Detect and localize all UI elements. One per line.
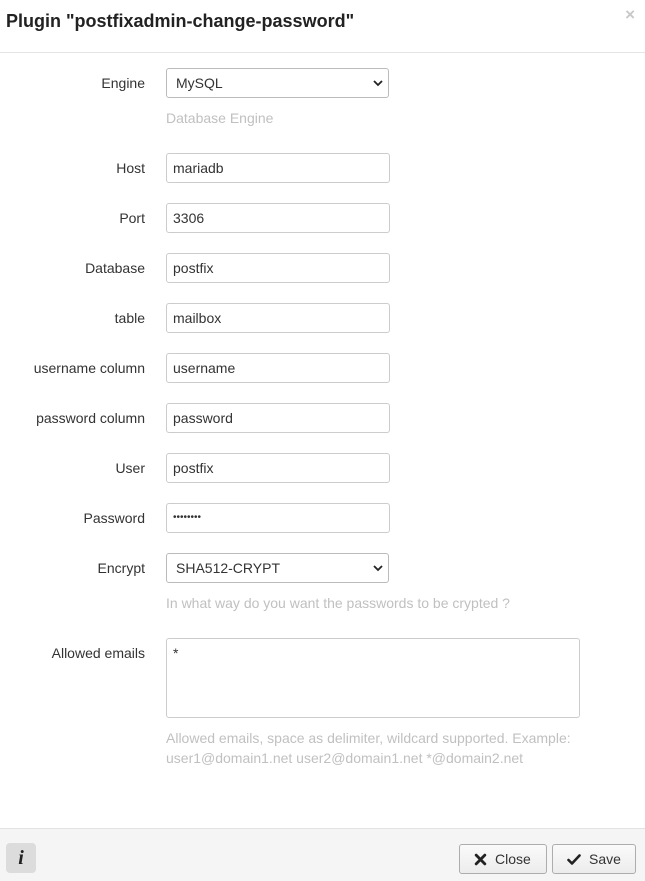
close-button[interactable] [459,844,547,874]
engine-select-value: MySQL [176,75,223,91]
password-column-label: password column [36,410,145,426]
port-input[interactable]: 3306 [166,203,390,233]
table-input[interactable]: mailbox [166,303,390,333]
encrypt-select[interactable] [166,553,389,583]
dialog-header [0,0,645,53]
table-label: table [114,310,145,326]
engine-select[interactable] [166,68,389,98]
allowed-emails-textarea[interactable]: * [166,638,580,718]
dialog-title: Plugin "postfixadmin-change-password" [6,11,355,31]
database-input[interactable]: postfix [166,253,390,283]
host-label: Host [116,160,145,176]
password-column-input[interactable]: password [166,403,390,433]
info-button[interactable] [6,843,36,873]
dialog-footer [0,828,645,881]
allowed-emails-help-line1: Allowed emails, space as delimiter, wildcard supported. Example: [166,730,571,746]
host-input[interactable]: mariadb [166,153,390,183]
database-label: Database [85,260,145,276]
checkmark-icon [567,853,581,866]
encrypt-label: Encrypt [97,560,145,576]
allowed-emails-label: Allowed emails [51,645,145,661]
engine-label: Engine [101,75,145,91]
port-label: Port [119,210,145,226]
engine-help-text: Database Engine [166,110,274,126]
password-input[interactable]: •••••••• [166,503,390,533]
username-column-input[interactable]: username [166,353,390,383]
close-x-icon [474,853,487,866]
chevron-down-icon [373,78,383,88]
encrypt-select-value: SHA512-CRYPT [176,560,281,576]
password-label: Password [83,510,145,526]
save-button-label: Save [589,851,621,867]
username-column-label: username column [33,360,145,376]
close-button-label: Close [495,851,531,867]
save-button[interactable] [552,844,636,874]
close-icon[interactable]: × [625,5,635,24]
user-label: User [115,460,145,476]
encrypt-help-text: In what way do you want the passwords to be crypted ? [166,595,510,611]
chevron-down-icon [373,563,383,573]
info-icon: i [18,847,24,869]
allowed-emails-help-line2: user1@domain1.net user2@domain1.net *@domain2.net [166,750,524,766]
user-input[interactable]: postfix [166,453,390,483]
